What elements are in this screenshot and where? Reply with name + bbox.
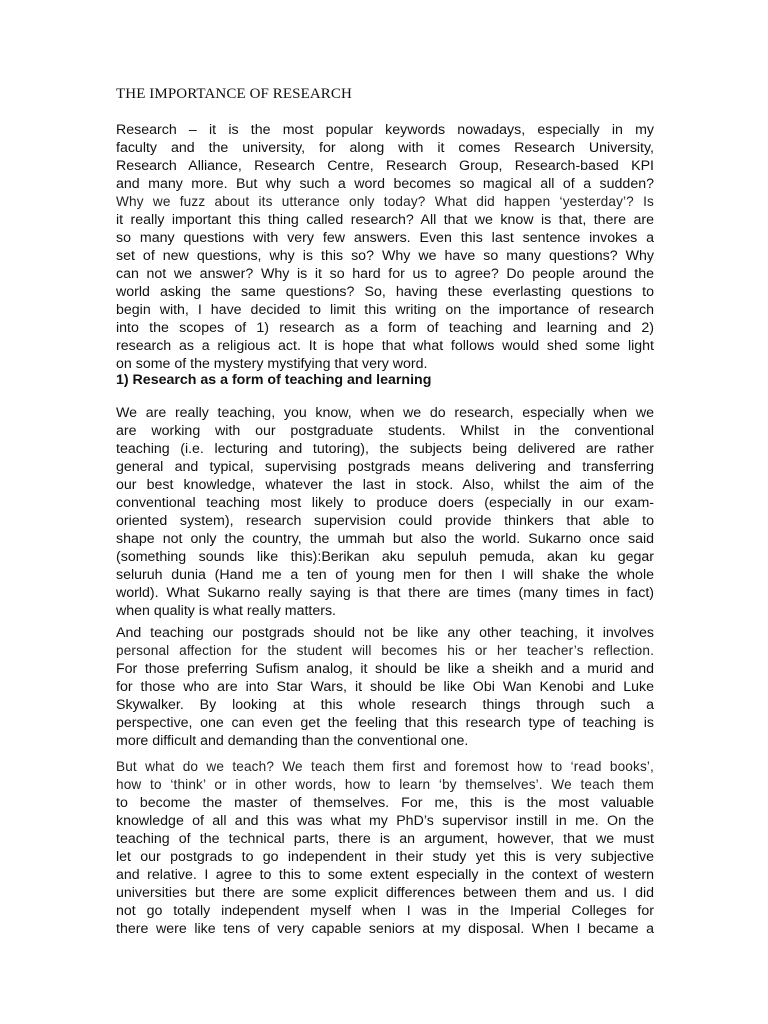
text-line: Research – it is the most popular keywords nowadays, especially in my [116,122,654,138]
text-line: But what do we teach? We teach them first and foremost how to ‘read books’, [116,759,654,774]
text-line: general and typical, supervising postgrads means delivering and transferring [116,459,654,475]
text-line: seluruh dunia (Hand me a ten of young men for then I will shake the whole [116,567,654,583]
paragraph-research-teaching [116,404,654,620]
text-line: to become the master of themselves. For me, this is the most valuable [116,795,654,811]
text-line: and relative. I agree to this to some extent especially in the context of western [116,867,654,883]
document-title: THE IMPORTANCE OF RESEARCH [116,86,352,102]
text-line: it really important this thing called research? All that we know is that, there are [116,212,654,228]
text-line: (something sounds like this):Berikan aku sepuluh pemuda, akan ku gegar [116,549,654,565]
text-line: begin with, I have decided to limit this writing on the importance of research [116,302,654,318]
text-line: universities but there are some explicit differences between them and us. I did [116,885,654,901]
text-line: there were like tens of very capable seniors at my disposal. When I became a [116,921,654,937]
text-line: are working with our postgraduate students. Whilst in the conventional [116,423,654,439]
text-line: And teaching our postgrads should not be like any other teaching, it involves [116,625,654,641]
text-line: We are really teaching, you know, when we do research, especially when we [116,405,654,421]
paragraph-introduction [116,121,654,373]
text-line: teaching (i.e. lecturing and tutoring), the subjects being delivered are rather [116,441,654,457]
text-line: when quality is what really matters. [116,603,336,619]
text-line: set of new questions, why is this so? Why we have so many questions? Why [116,248,654,264]
text-line: Research Alliance, Research Centre, Research Group, Research-based KPI [116,158,654,174]
text-line: let our postgrads to go independent in their study yet this is very subjective [116,849,654,865]
text-line: conventional teaching most likely to produce doers (especially in our exam- [116,495,654,511]
text-line: world asking the same questions? So, having these everlasting questions to [116,284,654,300]
text-line: shape not only the country, the ummah but also the world. Sukarno once said [116,531,654,547]
text-line: into the scopes of 1) research as a form of teaching and learning and 2) [116,320,654,336]
text-line: faculty and the university, for along with it comes Research University, [116,140,654,156]
section-heading-teaching-learning: 1) Research as a form of teaching and learning [116,372,432,388]
text-line: research as a religious act. It is hope that what follows would shed some light [116,338,654,354]
paragraph-what-we-teach [116,758,654,938]
text-line: for those who are into Star Wars, it should be like Obi Wan Kenobi and Luke [116,679,654,695]
text-line: Skywalker. By looking at this whole research things through such a [116,697,654,713]
text-line: can not we answer? Why is it so hard for us to agree? Do people around the [116,266,654,282]
text-line: teaching of the technical parts, there is an argument, however, that we must [116,831,654,847]
text-line: more difficult and demanding than the conventional one. [116,733,469,749]
text-line: not go totally independent myself when I was in the Imperial Colleges for [116,903,654,919]
text-line: on some of the mystery mystifying that very word. [116,356,428,372]
text-line: personal affection for the student will becomes his or her teacher’s reflection. [116,643,654,658]
text-line: oriented system), research supervision could provide thinkers that able to [116,513,654,529]
text-line: our best knowledge, whatever the last in stock. Also, whilst the aim of the [116,477,654,493]
text-line: how to ‘think’ or in other words, how to learn ‘by themselves’. We teach them [116,777,654,792]
text-line: and many more. But why such a word becomes so magical all of a sudden? [116,176,654,192]
text-line: knowledge of all and this was what my PhD’s supervisor instill in me. On the [116,813,654,829]
text-line: For those preferring Sufism analog, it should be like a sheikh and a murid and [116,661,654,677]
text-line: so many questions with very few answers. Even this last sentence invokes a [116,230,654,246]
text-line: Why we fuzz about its utterance only today? What did happen ‘yesterday’? Is [116,194,654,209]
paragraph-teaching-postgrads [116,624,654,750]
text-line: world). What Sukarno really saying is that there are times (many times in fact) [116,585,654,601]
text-line: perspective, one can even get the feeling that this research type of teaching is [116,715,654,731]
